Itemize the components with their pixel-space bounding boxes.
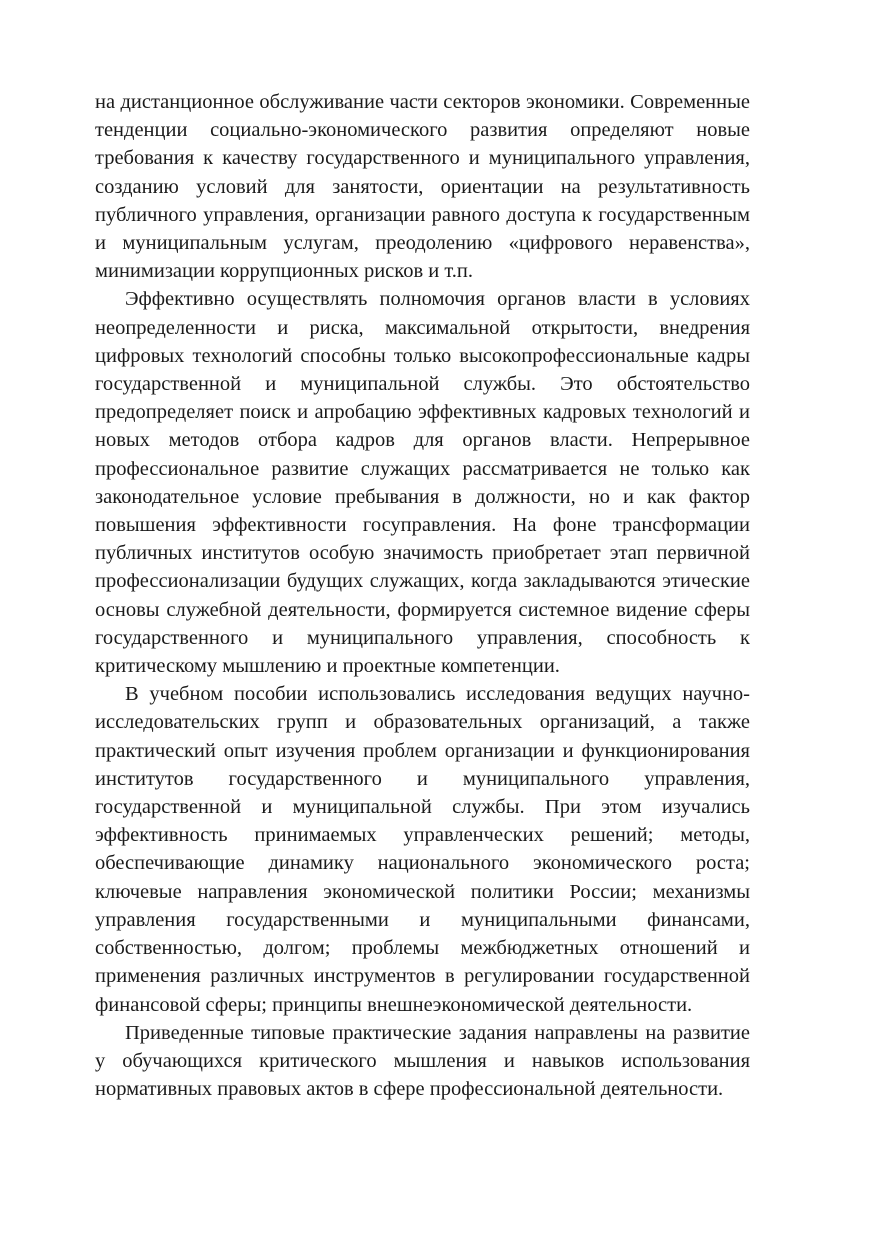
paragraph-continuation: на дистанционное обслуживание части секторов экономики. Современные тенденции социально-экономического развития определяют новые требования к качеству государственного и муниципального управления, созданию условий для занятости, ориентации на результативность публичного управления, организации равного доступа к государственным и муниципальным услугам, преодолению «цифрового неравенства», минимизации коррупционных рисков и т.п. xyxy=(95,91,750,283)
paragraph-civil-service-personnel: Эффективно осуществлять полномочия органов власти в условиях неопределенности и риска, максимальной открытости, внедрения цифровых технологий способны только высокопрофессиональные кадры государственной и муниципальной службы. Это обстоятельство предопределяет поиск и апробацию эффективных кадровых технологий и новых методов отбора кадров для органов власти. Непрерывное профессиональное развитие служащих рассматривается не только как законодательное условие пребывания в должности, но и как фактор повышения эффективности госуправления. На фоне трансформации публичных институтов особую значимость приобретает этап первичной профессионализации будущих служащих, когда закладываются этические основы служебной деятельности, формируется системное видение сферы государственного и муниципального управления, способность к критическому мышлению и проектные компетенции. xyxy=(95,288,750,678)
page-body xyxy=(95,88,750,1103)
paragraph-practical-tasks: Приведенные типовые практические задания направлены на развитие у обучающихся критического мышления и навыков использования нормативных правовых актов в сфере профессиональной деятельности. xyxy=(95,1021,750,1101)
paragraph-textbook-research: В учебном пособии использовались исследования ведущих научно-исследовательских групп и образовательных организаций, а также практический опыт изучения проблем организации и функционирования институтов государственного и муниципального управления, государственной и муниципальной службы. При этом изучались эффективность принимаемых управленческих решений; методы, обеспечивающие динамику национального экономического роста; ключевые направления экономической политики России; механизмы управления государственными и муниципальными финансами, собственностью, долгом; проблемы межбюджетных отношений и применения различных инструментов в регулировании государственной финансовой сферы; принципы внешнеэкономической деятельности. xyxy=(95,683,750,1016)
